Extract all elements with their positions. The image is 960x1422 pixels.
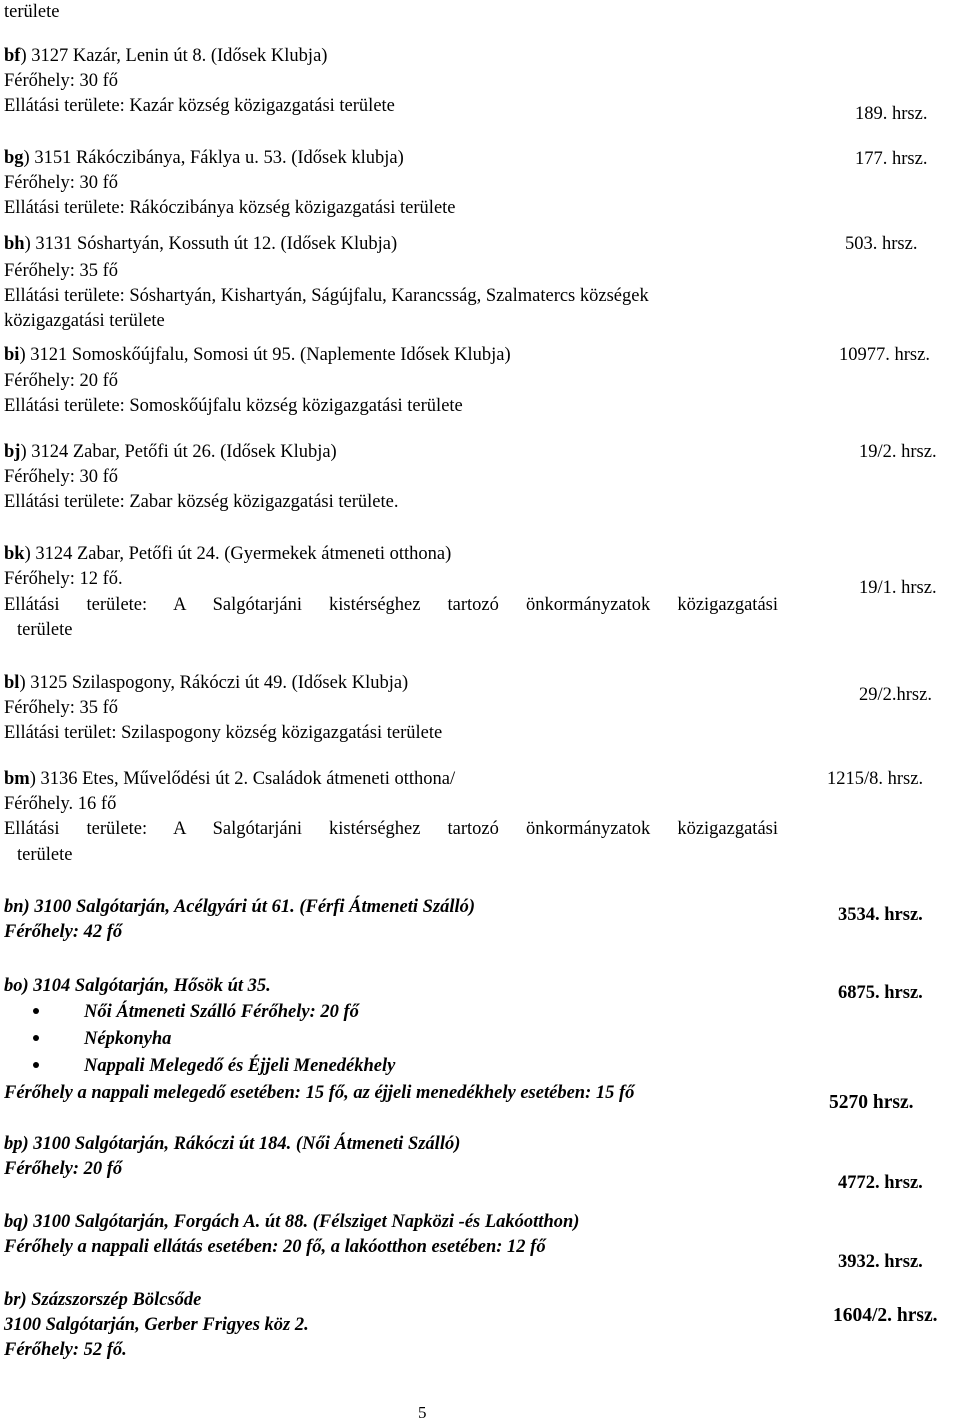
entry-bj-capacity: Férőhely: 30 fő [4, 467, 119, 487]
entry-bo-title: bo) 3104 Salgótarján, Hősök út 35. [4, 976, 271, 996]
entry-bo-hrsz-2: 5270 hrsz. [829, 1092, 914, 1113]
entry-bf-hrsz: 189. hrsz. [855, 104, 928, 124]
entry-bj-area: Ellátási területe: Zabar község közigazgatási területe. [4, 492, 399, 512]
entry-bq-title: bq) 3100 Salgótarján, Forgách A. út 88. (Félsziget Napközi -és Lakóotthon) [4, 1212, 580, 1232]
entry-bn-capacity: Férőhely: 42 fő [4, 922, 123, 942]
entry-bh-area-cont: közigazgatási területe [4, 311, 165, 331]
entry-bi-title: bi) 3121 Somoskőújfalu, Somosi út 95. (Naplemente Idősek Klubja) [4, 345, 511, 365]
entry-bo-hrsz: 6875. hrsz. [838, 983, 923, 1003]
entry-bi-hrsz: 10977. hrsz. [839, 345, 930, 365]
entry-br-address: 3100 Salgótarján, Gerber Frigyes köz 2. [4, 1315, 309, 1335]
entry-bo-bullet-3: Nappali Melegedő és Éjjeli Menedékhely [84, 1056, 396, 1076]
entry-bn-title: bn) 3100 Salgótarján, Acélgyári út 61. (Férfi Átmeneti Szálló) [4, 897, 476, 917]
entry-bh-title: bh) 3131 Sóshartyán, Kossuth út 12. (Idősek Klubja) [4, 234, 398, 254]
continued-text: területe [4, 2, 60, 22]
bullet-icon [33, 1008, 39, 1014]
entry-br-capacity: Férőhely: 52 fő. [4, 1340, 127, 1360]
entry-bo-capacity: Férőhely a nappali melegedő esetében: 15 fő, az éjjeli menedékhely esetében: 15 fő [4, 1083, 635, 1103]
entry-bg-hrsz: 177. hrsz. [855, 149, 928, 169]
entry-bi-capacity: Férőhely: 20 fő [4, 371, 119, 391]
entry-br-title: br) Százszorszép Bölcsőde [4, 1290, 202, 1310]
entry-bf-title: bf) 3127 Kazár, Lenin út 8. (Idősek Klubja) [4, 46, 328, 66]
entry-bm-title: bm) 3136 Etes, Művelődési út 2. Családok átmeneti otthona/ [4, 769, 456, 789]
entry-bj-hrsz: 19/2. hrsz. [859, 442, 937, 462]
entry-bi-area: Ellátási területe: Somoskőújfalu község közigazgatási területe [4, 396, 463, 416]
entry-bh-hrsz: 503. hrsz. [845, 234, 918, 254]
entry-bk-title: bk) 3124 Zabar, Petőfi út 24. (Gyermekek átmeneti otthona) [4, 544, 452, 564]
page-number: 5 [418, 1403, 427, 1422]
entry-bq-hrsz: 3932. hrsz. [838, 1252, 923, 1272]
entry-bp-title: bp) 3100 Salgótarján, Rákóczi út 184. (Női Átmeneti Szálló) [4, 1134, 461, 1154]
entry-bg-title: bg) 3151 Rákóczibánya, Fáklya u. 53. (Idősek klubja) [4, 148, 404, 168]
entry-bn-hrsz: 3534. hrsz. [838, 905, 923, 925]
entry-bk-area: Ellátási területe: A Salgótarjáni kistérséghez tartozó önkormányzatok közigazgatási [4, 595, 778, 615]
entry-bk-area-cont: területe [17, 620, 73, 640]
entry-bq-capacity: Férőhely a nappali ellátás esetében: 20 fő, a lakóotthon esetében: 12 fő [4, 1237, 546, 1257]
entry-bo-bullet-2: Népkonyha [84, 1029, 172, 1049]
entry-bl-hrsz: 29/2.hrsz. [859, 685, 932, 705]
entry-bm-area: Ellátási területe: A Salgótarjáni kistérséghez tartozó önkormányzatok közigazgatási [4, 819, 778, 839]
entry-bg-capacity: Férőhely: 30 fő [4, 173, 119, 193]
entry-bl-title: bl) 3125 Szilaspogony, Rákóczi út 49. (Idősek Klubja) [4, 673, 409, 693]
entry-bm-capacity: Férőhely. 16 fő [4, 794, 117, 814]
entry-bh-capacity: Férőhely: 35 fő [4, 261, 119, 281]
entry-bf-area: Ellátási területe: Kazár község közigazgatási területe [4, 96, 395, 116]
entry-bk-hrsz: 19/1. hrsz. [859, 578, 937, 598]
entry-bf-capacity: Férőhely: 30 fő [4, 71, 119, 91]
entry-bo-bullet-1: Női Átmeneti Szálló Férőhely: 20 fő [84, 1002, 359, 1022]
entry-bg-area: Ellátási területe: Rákóczibánya község közigazgatási területe [4, 198, 456, 218]
entry-br-hrsz: 1604/2. hrsz. [833, 1305, 938, 1326]
entry-bp-capacity: Férőhely: 20 fő [4, 1159, 123, 1179]
entry-bl-capacity: Férőhely: 35 fő [4, 698, 119, 718]
entry-bh-area: Ellátási területe: Sóshartyán, Kishartyán, Ságújfalu, Karancsság, Szalmatercs községek [4, 286, 649, 306]
entry-bp-hrsz: 4772. hrsz. [838, 1173, 923, 1193]
bullet-icon [33, 1035, 39, 1041]
entry-bm-hrsz: 1215/8. hrsz. [827, 769, 924, 789]
entry-bl-area: Ellátási terület: Szilaspogony község közigazgatási területe [4, 723, 443, 743]
bullet-icon [33, 1062, 39, 1068]
entry-bm-area-cont: területe [17, 845, 73, 865]
entry-bk-capacity: Férőhely: 12 fő. [4, 569, 123, 589]
entry-bj-title: bj) 3124 Zabar, Petőfi út 26. (Idősek Klubja) [4, 442, 337, 462]
